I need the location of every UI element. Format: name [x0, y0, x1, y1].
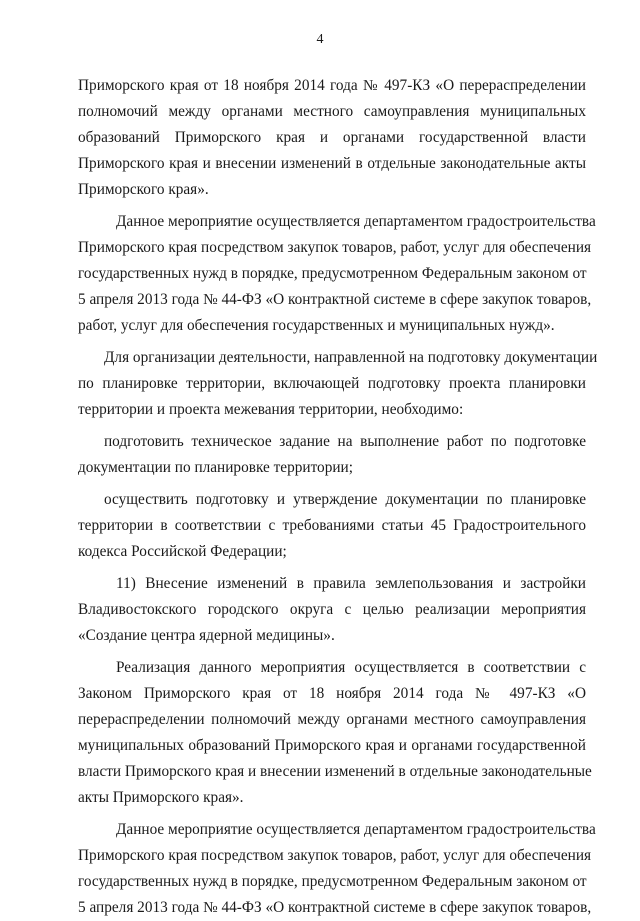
text-line: территории в соответствии с требованиями статьи 45 Градостроительного	[78, 517, 586, 534]
paragraph	[78, 209, 596, 339]
page-number: 4	[316, 32, 324, 47]
text-line: образований Приморского края и органами государственной власти	[78, 129, 586, 146]
text-line: кодекса Российской Федерации;	[78, 543, 287, 560]
text-line: осуществить подготовку и утверждение документации по планировке	[104, 491, 586, 508]
text-line: государственных нужд в порядке, предусмотренном Федеральным законом от	[78, 265, 587, 282]
text-line: Владивостокского городского округа с целью реализации мероприятия	[78, 601, 586, 618]
paragraph	[78, 429, 586, 481]
text-line: 5 апреля 2013 года № 44-ФЗ «О контрактной системе в сфере закупок товаров,	[78, 899, 592, 916]
text-line: государственных нужд в порядке, предусмотренном Федеральным законом от	[78, 873, 587, 890]
text-line: по планировке территории, включающей подготовку проекта планировки	[78, 375, 586, 392]
text-line: подготовить техническое задание на выполнение работ по подготовке	[104, 433, 586, 450]
text-line: полномочий между органами местного самоуправления муниципальных	[78, 103, 586, 120]
text-line: 5 апреля 2013 года № 44-ФЗ «О контрактной системе в сфере закупок товаров,	[78, 291, 592, 308]
text-line: 11) Внесение изменений в правила землепользования и застройки	[116, 575, 586, 592]
text-line: власти Приморского края и внесении изменений в отдельные законодательные	[78, 763, 592, 780]
paragraph	[78, 655, 592, 811]
text-line: Приморского края и внесении изменений в отдельные законодательные акты	[78, 155, 586, 172]
paragraph	[78, 571, 586, 649]
text-line: Законом Приморского края от 18 ноября 2014 года № 497-КЗ «О	[78, 685, 586, 702]
text-line: работ, услуг для обеспечения государственных и муниципальных нужд».	[78, 317, 555, 334]
text-line: территории и проекта межевания территории, необходимо:	[78, 401, 464, 418]
text-line: Приморского края посредством закупок товаров, работ, услуг для обеспечения	[78, 847, 592, 864]
text-line: Данное мероприятие осуществляется департаментом градостроительства	[116, 213, 596, 230]
document-body	[78, 73, 598, 921]
text-line: Реализация данного мероприятия осуществляется в соответствии с	[116, 659, 586, 676]
paragraph	[78, 487, 586, 565]
text-line: акты Приморского края».	[78, 789, 244, 806]
paragraph	[78, 817, 596, 921]
text-line: муниципальных образований Приморского края и органами государственной	[78, 737, 586, 754]
text-line: Данное мероприятие осуществляется департаментом градостроительства	[116, 821, 596, 838]
text-line: Приморского края от 18 ноября 2014 года № 497-КЗ «О перераспределении	[78, 77, 586, 94]
text-line: «Создание центра ядерной медицины».	[78, 627, 335, 644]
text-line: Приморского края посредством закупок товаров, работ, услуг для обеспечения	[78, 239, 592, 256]
paragraph	[78, 345, 598, 423]
text-line: документации по планировке территории;	[78, 459, 353, 476]
paragraph	[78, 73, 586, 203]
text-line: Для организации деятельности, направленной на подготовку документации	[104, 349, 598, 366]
text-line: перераспределении полномочий между органами местного самоуправления	[78, 711, 586, 728]
text-line: Приморского края».	[78, 181, 209, 198]
